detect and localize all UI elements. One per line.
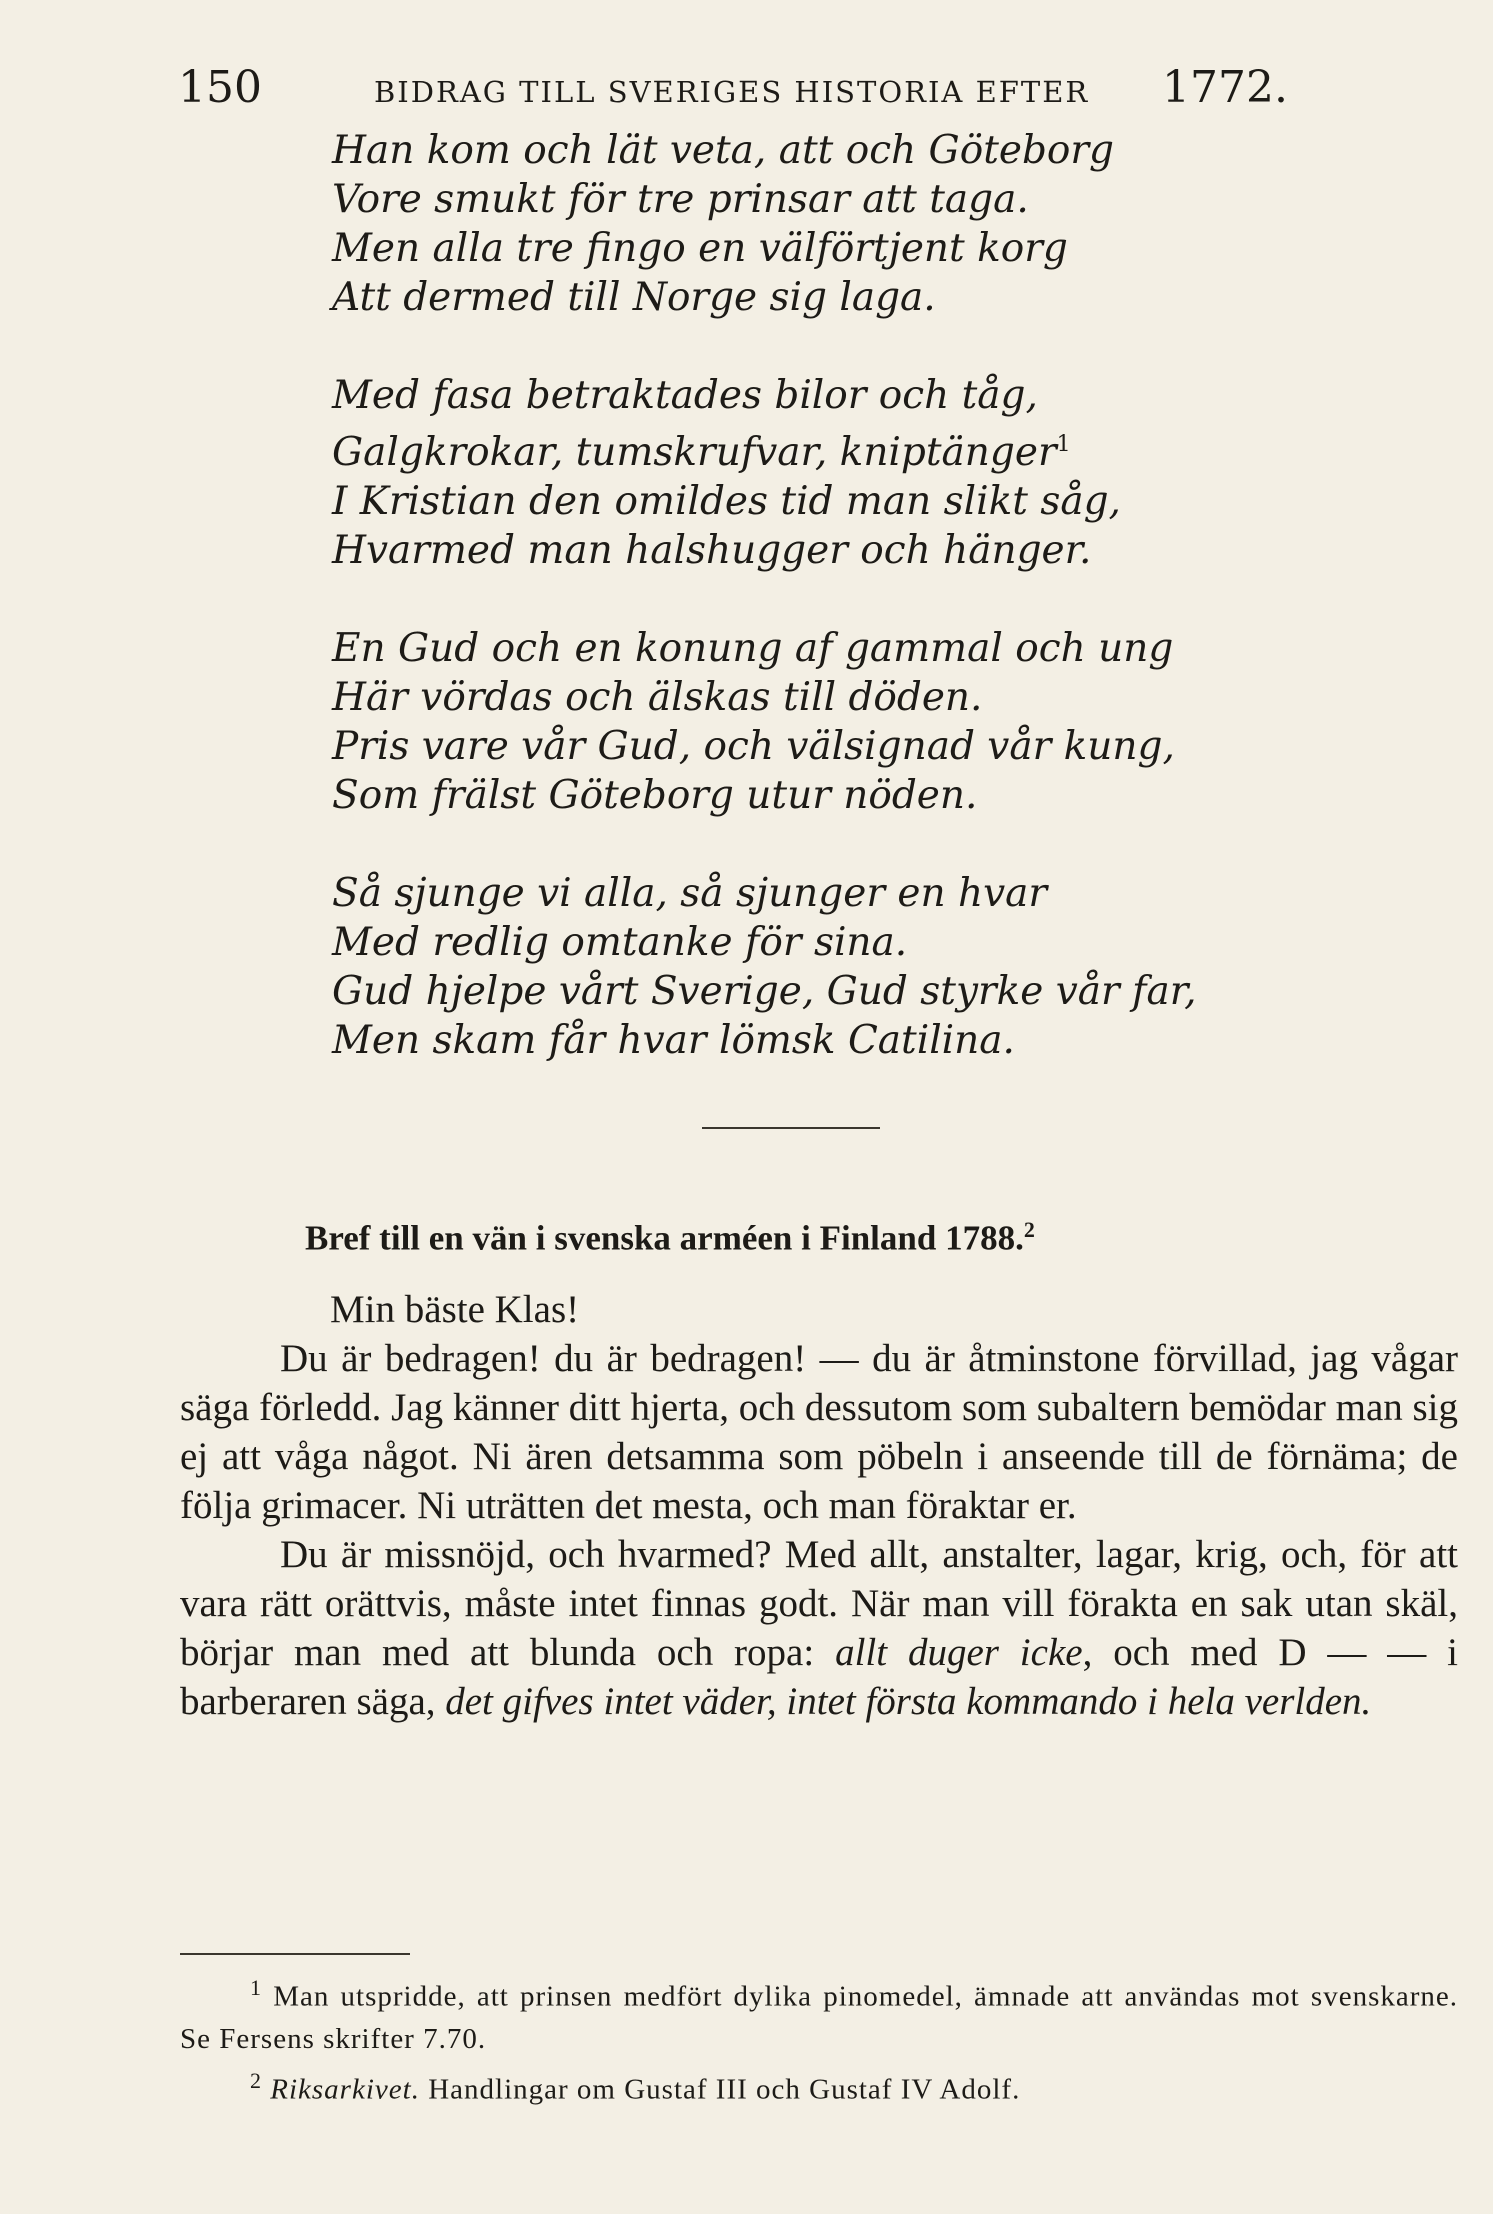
footnote-mark: 1: [250, 1975, 262, 2000]
poem-line: Men skam får hvar lömsk Catilina.: [332, 1018, 1015, 1063]
poem-line: Här vördas och älskas till döden.: [332, 675, 983, 720]
poem-line: Vore smukt för tre prinsar att taga.: [332, 177, 1029, 222]
footnote-text: Man utspridde, att prinsen medfört dylika pinomedel, ämnade att användas mot svenskarne. Se Fersens skrifter 7.70.: [180, 1980, 1459, 2055]
poem-line: Med redlig omtanke för sina.: [332, 920, 908, 965]
footnote-reference[interactable]: 1: [1056, 432, 1071, 457]
poem-stanza: [332, 126, 1382, 322]
poem-line: I Kristian den omildes tid man slikt såg,: [332, 479, 1121, 524]
poem-line: Med fasa betraktades bilor och tåg,: [332, 373, 1038, 418]
poem: [332, 126, 1382, 1065]
letter-heading-text: Bref till en vän i svenska arméen i Finland 1788.: [305, 1218, 1024, 1258]
poem-stanza: [332, 371, 1382, 575]
footnote-reference[interactable]: 2: [1023, 1217, 1035, 1242]
paragraph: [180, 1530, 1458, 1726]
italic-quote: det gifves intet väder, intet första kommando i hela verlden.: [445, 1680, 1372, 1723]
paragraph-text: Du är missnöjd, och hvarmed? Med allt, anstalter, lagar, krig, och, för att vara rätt orättvis, måste intet finnas godt. När man vill förakta en sak utan skäl, börjar man med att blunda och ropa:: [180, 1533, 1458, 1674]
footnote: [180, 2060, 1458, 2111]
poem-stanza: [332, 624, 1382, 820]
poem-line: Pris vare vår Gud, och välsignad vår kung,: [332, 724, 1175, 769]
poem-line: Han kom och lät veta, att och Göteborg: [332, 128, 1114, 173]
footnote-text: Handlingar om Gustaf III och Gustaf IV Adolf.: [428, 2073, 1021, 2106]
running-title: BIDRAG TILL SVERIGES HISTORIA EFTER: [374, 75, 1090, 109]
paragraph: Du är bedragen! du är bedragen! — du är åtminstone förvillad, jag vågar säga förledd. Jag känner ditt hjerta, och dessutom som subaltern bemödar man sig ej att våga något. Ni ären detsamma som pöbeln i anseende till de förnäma; de följa grimacer. Ni uträtten det mesta, och man föraktar er.: [180, 1337, 1459, 1527]
poem-stanza: [332, 869, 1382, 1065]
section-divider: [702, 1127, 880, 1129]
paragraph-text: , och med D — — i barberaren säga,: [180, 1631, 1458, 1723]
poem-line: Att dermed till Norge sig laga.: [332, 275, 936, 320]
poem-line: Gud hjelpe vårt Sverige, Gud styrke vår far,: [332, 969, 1197, 1014]
footnote-mark: 2: [250, 2067, 262, 2093]
letter-body: [180, 1285, 1458, 1726]
poem-line: Men alla tre fingo en välförtjent korg: [332, 226, 1068, 271]
salutation: Min bäste Klas!: [330, 1288, 580, 1331]
poem-line: Hvarmed man halshugger och hänger.: [332, 528, 1092, 573]
poem-line: En Gud och en konung af gammal och ung: [332, 626, 1174, 671]
letter-heading: [305, 1205, 1035, 1264]
poem-line: Som frälst Göteborg utur nöden.: [332, 773, 978, 818]
footnote: [180, 1967, 1458, 2060]
poem-line: Så sjunge vi alla, så sjunger en hvar: [332, 871, 1048, 916]
footnote-source: Riksarkivet.: [270, 2073, 420, 2106]
page-number: 150: [178, 62, 262, 113]
poem-line-text: Galgkrokar, tumskrufvar, kniptänger: [332, 430, 1057, 475]
italic-quote: allt duger icke: [835, 1631, 1083, 1674]
footnote-divider: [180, 1953, 410, 1955]
poem-line: [332, 420, 1382, 477]
footnotes: [180, 1967, 1458, 2110]
running-head: [178, 58, 1288, 118]
running-year: 1772.: [1162, 62, 1288, 113]
